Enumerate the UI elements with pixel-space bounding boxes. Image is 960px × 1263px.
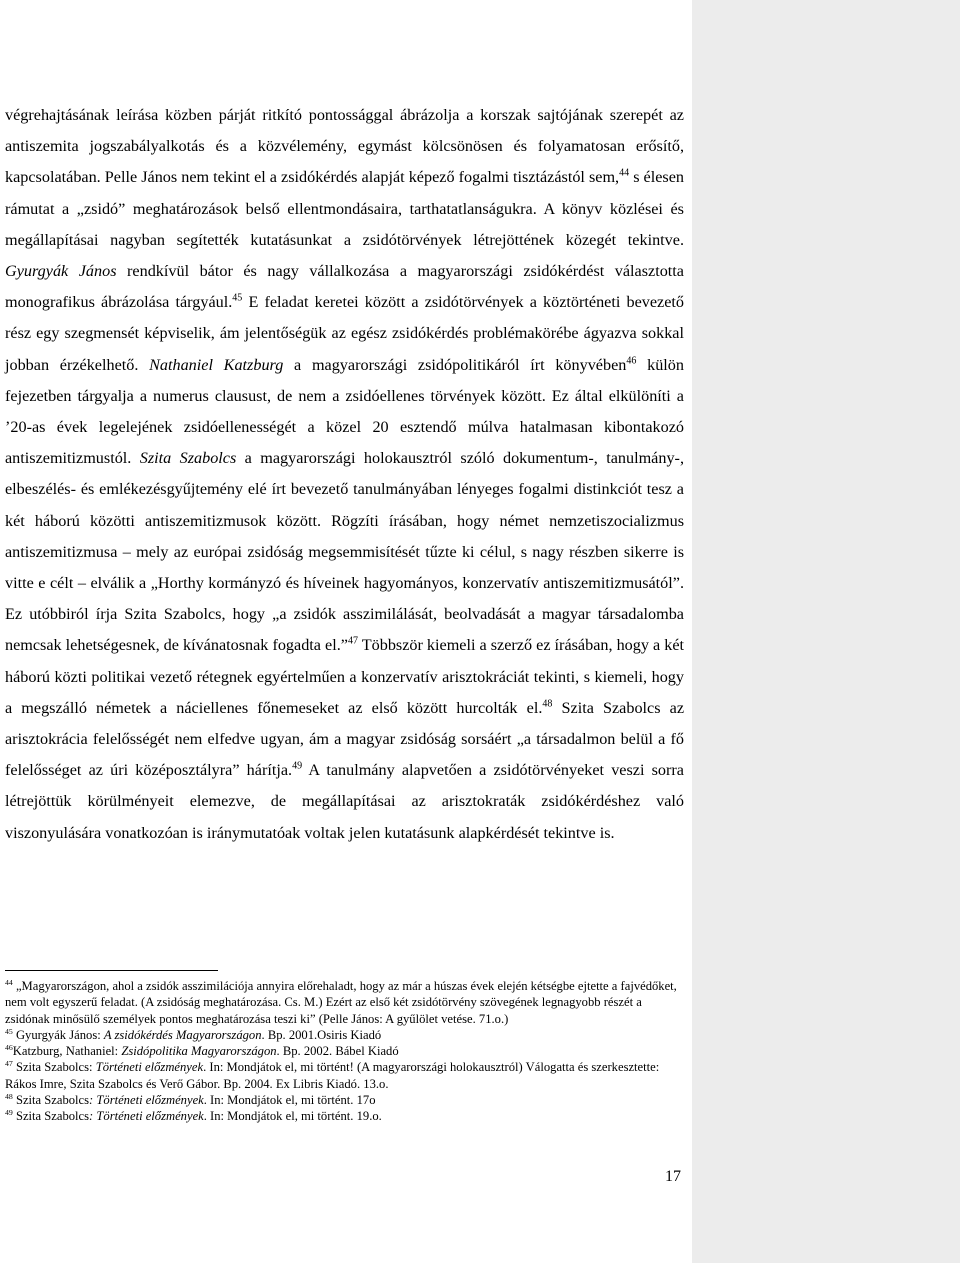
footnote-title: Zsidópolitika Magyarországon: [121, 1044, 277, 1059]
body-text-segment: Többször kiemeli a szerző ez írásában, hogy a két háború közti politikai vezető rétegnek egyértelműen a konzervatív arisztokráciát tekinti, s kiemeli, hogy a megszálló németek a náciellenes főnemeseket az első között hurcolták el.: [5, 636, 685, 717]
body-text-segment: végrehajtásának leírása közben párját ritkító pontossággal ábrázolja a korszak sajtójának szerepét az antiszemita jogszabályalkotás és a közvélemény, egymást kölcsönösen és folyamatosan erősítő, kapcsolatában. Pelle János nem tekint el a zsidókérdés alapját képező fogalmi tisztázástól sem,: [5, 106, 684, 187]
footnote-ref-49[interactable]: 49: [292, 760, 303, 772]
footnote-text: . In: Mondjátok el, mi történt! (A magyarországi holokausztról) Válogatta és szerkesztette: Rákos Imre, Szita Szabolcs és Verő Gábor. Bp. 2004. Ex Libris Kiadó. 13.o.: [5, 1060, 660, 1091]
page-number: 17: [665, 1168, 681, 1185]
footnote-text: . In: Mondjátok el, mi történt. 19.o.: [203, 1109, 382, 1124]
footnote-number: 49: [5, 1108, 13, 1118]
footnote-48: [5, 1092, 684, 1108]
body-text-segment: rendkívül bátor és nagy vállalkozása a magyarországi zsidókérdést választotta monografikus ábrázolása tárgyául.: [5, 262, 684, 312]
footnote-title: A zsidókérdés Magyarországon: [103, 1027, 262, 1042]
footnote-text: Szita Szabolcs: [12, 1109, 90, 1124]
footnote-46: [5, 1043, 684, 1059]
footnote-number: 47: [5, 1059, 13, 1069]
footnote-text: . In: Mondjátok el, mi történt. 17o: [203, 1093, 376, 1108]
footnote-title: Történeti előzmények: [95, 1060, 204, 1075]
author-name: Nathaniel Katzburg: [149, 355, 284, 374]
body-text-segment: a magyarországi holokausztról szóló dokumentum-, tanulmány-, elbeszélés- és emlékezésgyűjtemény elé írt bevezető tanulmányában lényeges fogalmi distinkciót tesz a két háború közötti antiszemitizmusok között. Rögzíti írásában, hogy német nemzetiszocializmus antiszemitizmusa – mely az európai zsidóság megsemmisítését tűzte ki célul, s nagy részben sikerre is vitte e célt – elválik a „Horthy kormányzó és híveinek hagyományos, konzervatív antiszemitizmusától”. Ez utóbbiról írja Szita Szabolcs, hogy „a zsidók asszimilálását, beolvadását a magyar társadalomba nemcsak lehetségesnek, de kívánatosnak fogadta el.”: [5, 449, 684, 655]
footnote-text: . Bp. 2001.Osiris Kiadó: [261, 1027, 382, 1042]
footnote-number: 46: [5, 1043, 13, 1052]
body-text-segment: s élesen rámutat a „zsidó” meghatározások belső ellentmondásaira, tarthatatlanságukra. A könyv közlései és megállapításai nagyban segítették kutatásunkat a zsidótörvények létrejöttének közegét tekintve.: [5, 168, 684, 249]
footnote-text: Szita Szabolcs:: [12, 1060, 96, 1075]
footnote-49: [5, 1108, 684, 1124]
footnote-44: [5, 978, 684, 1027]
comment-margin: [692, 0, 960, 1263]
body-paragraph: [5, 100, 684, 849]
footnote-text: Szita Szabolcs: [12, 1093, 90, 1108]
body-text-segment: A tanulmány alapvetően a zsidótörvényeket veszi sorra létrejöttük körülményeit elemezve, de megállapításai az arisztokraták zsidókérdéshez való viszonyulására vonatkozóan is iránymutatóak voltak jelen kutatásunk alapkérdését tekintve is.: [5, 761, 684, 842]
footnote-title: : Történeti előzmények: [89, 1093, 204, 1108]
footnote-text: „Magyarországon, ahol a zsidók asszimilációja annyira előrehaladt, hogy az már a húszas évek elején kétségbe ejtette a fajvédőket, nem volt egyszerű feladat. (A zsidóság meghatározása. Cs. M.) Ezért az első két zsidótörvény szövegének legnagyobb részét a zsidónak minősülő személyek pontos meghatározása teszi ki” (Pelle János: A gyűlölet vetése. 71.o.): [5, 979, 677, 1026]
body-text-segment: Szita Szabolcs az arisztokrácia felelősségét nem elfedve ugyan, ám a magyar zsidóság sorsáért „a társadalmon belül a fő felelősséget az úri középosztályra” hárítja.: [5, 698, 685, 780]
footnote-number: 44: [5, 977, 13, 987]
footnote-text: . Bp. 2002. Bábel Kiadó: [276, 1044, 399, 1059]
footnote-number: 45: [5, 1026, 13, 1036]
footnote-text: Katzburg, Nathaniel:: [12, 1044, 122, 1059]
author-name: Gyurgyák János: [5, 262, 117, 281]
footnote-ref-48[interactable]: 48: [542, 698, 553, 710]
body-text-segment: E feladat keretei között a zsidótörvények a köztörténeti bevezető rész egy szegmensét képviselik, ám jelentőségük az egész zsidókérdés problémakörébe ágyazva sokkal jobban érzékelhető.: [5, 293, 684, 374]
body-text-segment: a magyarországi zsidópolitikáról írt könyvében: [283, 355, 627, 374]
footnote-title: : Történeti előzmények: [89, 1109, 204, 1124]
footnote-ref-47[interactable]: 47: [347, 636, 358, 648]
footnote-ref-46[interactable]: 46: [626, 355, 637, 367]
footnote-number: 48: [5, 1091, 13, 1101]
author-name: Szita Szabolcs: [139, 449, 237, 468]
body-text-segment: külön fejezetben tárgyalja a numerus clausust, de nem a zsidóellenes törvények között. Ez által elkülöníti a ’20-as évek legelejének zsidóellenességét a közel 20 esztendő múlva hatalmasan kibontakozó antiszemitizmustól.: [5, 355, 684, 468]
footnote-45: [5, 1027, 684, 1043]
footnote-ref-44[interactable]: 44: [619, 168, 630, 180]
footnote-separator: [5, 970, 218, 971]
footnote-47: [5, 1059, 684, 1092]
footnote-ref-45[interactable]: 45: [232, 292, 243, 304]
footnote-text: Gyurgyák János:: [12, 1027, 104, 1042]
footnotes: [5, 978, 684, 1125]
